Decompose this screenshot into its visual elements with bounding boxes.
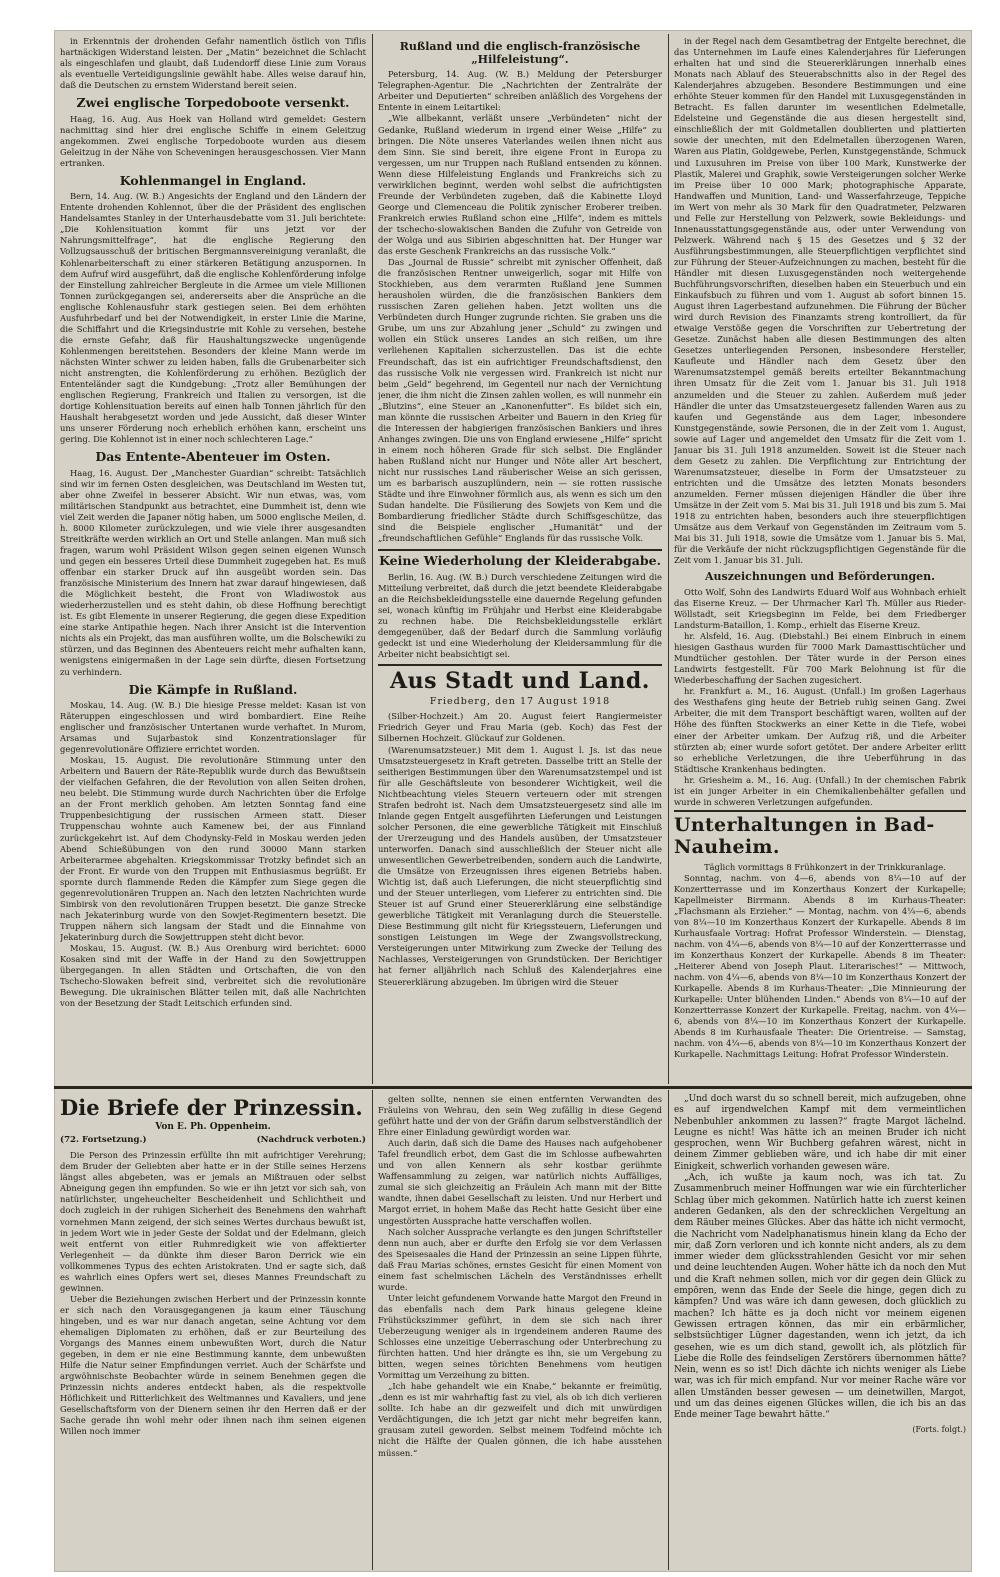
headline: Zwei englische Torpedoboote versenkt. xyxy=(76,95,350,111)
headline: Auszeichnungen und Beförderungen. xyxy=(704,570,936,584)
headline: Keine Wiederholung der Kleiderabgabe. xyxy=(378,549,662,568)
article-text: in der Regel nach dem Gesamtbetrag der Entgelte berechnet, die das Unternehmen im Laufe eines Kalenderjahres für Lieferungen erhalten hat und sind die Steuererklärungen innerhalb eines Monats nach Ablauf des Steuerabschnitts also in der Regel des Kalenderjahres abzugeben. Besondere Bestimmungen und eine erhöhte Steuer kommen für den Handel mit Luxusgegenständen in Betracht. Es fallen darunter im wesentlichen Edelmetalle, Edelsteine und Gegenstände die aus diesen hergestellt sind, einschließlich der mit Goldmetallen doublierten und plattierten sowie der unechten, mit den Edelmetallen überzogenen Waren, Waren aus Platin, Goldgewebe, Perlen, Kunstgegenstände, Schmuck und Luxusuhren im Preise von über 100 Mark, Kunstwerke der Plastik, Malerei und Graphik, sowie Versteigerungen solcher Werke im Preise über 10 000 Mark; photographische Apparate, Handwaffen und Munition, Land- und Wasserfahrzeuge, Teppiche im Wert von mehr als 30 Mark für den Quadratmeter, Pelzwaren und Felle zur Herstellung von Pelzwerk, sowie Bekleidungs- und Innenausstattungsgegenstände aus, oder unter Verwendung von Pelzwerk. Während nach § 15 des Gesetzes und § 32 der Ausführungsbestimmungen, alle Steuerpflichtigen verpflichtet sind zur Führung der Steuer-Aufzeichnungen zu machen, besteht für die Händler mit diesen Luxusgegenständen noch weitergehende Buchführungsvorschriften, dieselben haben ein Steuerbuch und ein Einkaufsbuch zu führen und vom 1. August ab sofort binnen 15. August ihren Lagerbestand aufzunehmen. Die Führung der Bücher wird durch Revision des Finanzamts streng kontrolliert, da für etwaige Verstöße gegen die Vorschriften zur Uebertretung der Gesetze. Zunächst haben alle diesen Bestimmungen des alten Gesetzes unterliegenden Personen, insbesondere Hersteller, Kaufleute und Händler nach dem Gesetz über den Warenumsatzstempel gemäß bereits erteilter Bekanntmachung ihren Umsatz für die Zeit vom 1. Januar bis 31. Juli 1918 anzumelden und die Steuer zu zahlen. Außerdem muß jeder Händler die unter das Umsatzsteuergesetz fallenden Waren aus zu kaufen und Gegenstände aus dem Lager, inbesondere Kunstgegenstände, sowie Personen, die in der Zeit vom 1. August, sowie auf Lager und angemeldet den Umsatz für die Zeit vom 1. Januar bis 31. Juli 1918 anzumelden. Soweit ist die Steuer nach dem Gesetz zu zahlen. Die Verpflichtung zur Entrichtung der Warenumsatzsteuer, dieselbe in Form der Umsatzsteuer zu entrichten und die Umsätze des letzten Monats besonders anzumelden. Ferner müssen diejenigen Händler die über ihre Umsätze in der Zeit vom 5. Mai bis 31. Juli 1918 und bis zum 5. Mai 1918 zu entrichten haben, besonders auch ihre steuerpflichtigen Umsätze aus dem Verkauf von Gegenständen im Zeitraum vom 5. Mai bis 31. Juli 1918, sowie die Umsätze vom 1. Januar bis 5. Mai, für die Verkäufe der nicht rückzugspflichtigen Gegenstände für die Zeit vom 1. Januar bis 31. Juli. xyxy=(674,36,966,566)
headline: Die Kämpfe in Rußland. xyxy=(128,681,298,697)
story-text: „Ach, ich wußte ja kaum noch, was ich tat. Zu Zusammenbruch meiner Hoffnungen war wie ein fürchterlicher Schlag über mich gekommen. Natürlich hatte ich zuerst keinen anderen Gedanken, als den der schrecklichen Vergeltung an dem Räuber meines Glückes. Aber das hätte ich nicht vermocht, die Nachricht vom Nadelphanatismus hinein klang da Echo der mir, daß Zorn verloren und ich konnte nicht anders, als zu dem immer wieder dem glücksstrahlenden Gesicht vor mir sehen und deine leuchtenden Augen. Woher hätte ich da noch den Mut und die Kraft nehmen sollen, mich vor dir gegen dein Glück zu empören, wenn das Ende der Seele die hinge, gegen dich zu kämpfen? Und was wäre ich dann gewesen, doch glücklich zu machen? Ich hätte es ja doch nicht vor meinem eigenen Gewissen ertragen können, das mir ein erbärmlicher, selbstsüchtiger Lügner dagestanden, wenn ich jetzt, da ich gesehen, wie es um dich stand, gewollt ich, als plötzlich für Liebe die Rolle des feindseligen Zerstörers übernommen hätte? Nein, wenn es so ist! Dich dächte ich nichts weniger als Liebe war, was ich für mich empfand. Nur vor meiner Rache wäre vor allen Umständen besser gewesen — um deinetwillen, Margot, und um das deines eigenen Glückes willen, die ich bis an das Ende meiner Tage bewahrt hätte.“ xyxy=(674,1173,966,1421)
article-text: hr. Griesheim a. M., 16. Aug. (Unfall.) In der chemischen Fabrik ist ein junger Arbeiter in ein Chemikalienbehälter gefallen und wurde in schweren Verletzungen aufgefunden. xyxy=(674,774,966,807)
feuilleton-column-3 xyxy=(674,1094,966,1568)
story-text: „Ich habe gehandelt wie ein Knabe,“ bekannte er freimütig, „denn es ist mir wahrhaftig fast zu viel, als ob ich dich verlieren sollte. Ich habe an dir gezweifelt und dich mit unwürdigen Verdächtigungen, die ich jetzt gar nicht mehr begreifen kann, grausam zuteil geworden. Selbst meinem Todfeind möchte ich nicht die Hälfte der Qualen gönnen, die ich habe ausstehen müssen.“ xyxy=(378,1381,662,1458)
story-text: Ueber die Beziehungen zwischen Herbert und der Prinzessin konnte er sich nach den Vorausgegangenen ja kaum einer Täuschung hingeben, und es war nur danach angetan, seine Achtung vor dem ehemaligen Diplomaten zu erhöhen, daß er zur Beurteilung des Vorgangs des Mannes einem unbewußten Wort, durch die Natur gegeben, in dem er nie eine Bestimmung kannte, dem unbewußten Hilfe die Natur seiner Empfindungen verriet. Auch der Schärfste und argwöhnischste Beobachter würde in seinem Benehmen gegen die Prinzessin nichts anderes entdeckt haben, als die respektvolle Höflichkeit und Ritterlichkeit des Weltmannes und Kavaliers, und jene Gesellschaftsform von der Dienern seinen ihr den Herren daß er der Sache gerade ihn wohl mehr oder ihnen nach ihm seinen eigenen Willen noch immer xyxy=(60,1293,366,1437)
headline: Das Entente-Abenteuer im Osten. xyxy=(95,449,331,465)
column-divider xyxy=(668,1090,669,1570)
article-text: (Warenumsatzsteuer.) Mit dem 1. August l. Js. ist das neue Umsatzsteuergesetz in Kraft getreten. Dasselbe tritt an Stelle der seitherigen Bestimmungen über den Warenumsatzstempel und ist für alle Geschäftsleute von besonderer Wichtigkeit, weil die Nichtbeachtung vieles Steuern verteuern oder mit strengen Strafen bedroht ist. Nach dem Umsatzsteuergesetz sind alle im Inlande gegen Entgelt ausgeführten Lieferungen und Leistungen solcher Personen, die eine gewerbliche Tätigkeit mit Einschluß der Urerzeugung und des Handels ausüben, der Umsatzsteuer unterworfen. Danach sind ausschließlich der Steuer nicht alle unwesentlichen Gewerbetreibenden, sondern auch die Landwirte, die Umsätze von Erzeugnissen ihres eigenen Betriebs haben. Wichtig ist, daß auch Lieferungen, die nicht steuerpflichtig sind und der Steuer unterliegen, vom Lieferer zu entrichten sind. Die Steuer ist auf Grund einer Steuererklärung eine selbständige gewerbliche Tätigkeit mit Veranlagung durch die Steuerstelle. Diese Bestimmung gilt nicht für Kriegssteuern, Lieferungen und sonstigen Leistungen im Wege der Zwangsvollstreckung, Versteigerungen unter Mitwirkung zum Zwecke der Teilung des Nachlasses, Versteigerungen von Grundstücken. Der Berichtiger hat ferner alljährlich nach Schluß des Kalenderjahres eine Steuererklärung abzugeben. Im übrigen wird die Steuer xyxy=(378,744,662,987)
article-text: Das „Journal de Russie“ schreibt mit zynischer Offenheit, daß die französischen Rentner unweigerlich, sogar mit Hilfe von Stockhieben, aus dem verarmten Rußland jene Summen herausholen würden, die die französischen Bankiers dem russischen Zaren geliehen haben. Jetzt wollten uns die Verbündeten durch Hunger zugrunde richten. Sie graben uns die Grube, um uns zur Abzahlung jener „Schuld“ zu zwingen und wollen ein Stück unseres Landes an sich reißen, um ihre verliehenen Kapitalien sicherzustellen. Das ist die echte Freundschaft, das ist ein aufrichtiger Freundschaftsdienst, den das russische Volk nie vergessen wird. Frankreich ist nicht nur beim „Geld“ begehrend, im Gegenteil nur nach der Vernichtung jener, die ihm nicht die Zinsen zahlen wollen, es will nunmehr ein „Blutzins“, eine Steuer an „Kanonenfutter“. Es bildet sich ein, man könnte die russischen Arbeiter und Bauern in den Krieg für die Interessen der habgierigen französischen Bankiers und ihres Anhanges zwingen. Die uns von England erwiesene „Hilfe“ spricht in einem noch höheren Grade für sich selbst. Die Engländer haben Rußland nicht nur Hunger und Nöte aller Art beschert, nicht nur russisches Land räuberischer Weise an sich gerissen, um es barbarisch auszuplündern, nein — sie rotten russische Städte und ihre Einwohner förmlich aus, als wenn es sich um den Sudan handelte. Die Füsilierung des Sowjets von Kem und die Bombardierung friedlicher Städte durch Schiffsgeschütze, das sind die Beispiele englischer „Humanität“ und der „freundschaftlichen Gefühle“ Englands für das russische Volk. xyxy=(378,257,662,544)
article-text: (Silber-Hochzeit.) Am 20. August feiert Rangiermeister Friedrich Geyer und Frau Maria (geb. Koch) das Fest der Silbernen Hochzeit. Glückauf zur Goldenen. xyxy=(378,711,662,744)
feuilleton-author: Von E. Ph. Oppenheim. xyxy=(155,1122,271,1133)
article-text: „Wie allbekannt, verläßt unsere „Verbündeten“ nicht der Gedanke, Rußland wiederum in irgend einer Weise „Hilfe“ zu bringen. Die Nöte unseres Vaterlandes weilen ihnen nicht aus dem Sinn. Sie sind bereit, ihre eigene Front in Europa zu vergessen, um nur Truppen nach Rußland entsenden zu können. Wenn diese Hilfeleistung Englands und Frankreichs sich zu verwirklichen beginnt, werden wohl selbst die aufrichtigsten Freunde der Verbündeten zugeben, daß die Kabinette Lloyd George und Clemenceau die Politik zynischer Eroberer treiben. Frankreich erwies Rußland schon eine „Hilfe“, indem es mittels der tschecho-slowakischen Banden die Zufuhr von Getreide von der Wolga und aus Sibirien abgeschnitten hat. Der Hunger war das erste Geschenk Frankreichs an das russische Volk.“ xyxy=(378,113,662,257)
article-text: hr. Alsfeld, 16. Aug. (Diebstahl.) Bei einem Einbruch in einem hiesigen Gasthaus wurden für 7000 Mark Damasttischtücher und Mundtücher gestohlen. Der Täter wurde in der Person eines Landwirts festgestellt. Für 700 Mark Belohnung ist für die Wiederbeschaffung der Sachen zugesichert. xyxy=(674,631,966,686)
dateline: Friedberg, den 17 August 1918 xyxy=(429,696,611,708)
column-2 xyxy=(378,36,662,1082)
feuilleton-column-2 xyxy=(378,1094,662,1568)
story-text: Unter leicht gefundenem Vorwande hatte Margot den Freund in das ebenfalls nach dem Park hinaus gelegene kleine Frühstückszimmer geführt, in dem sie sich nach ihrer Ueberzeugung weniger als in irgendeinem anderen Raume des Schlosses eine unzeitige Ueberraschung oder Unterbrechung zu fürchten hatten. Und hier drängte es ihn, sie um Vergebung zu bitten, wegen seines törichten Benehmens vom heutigen Vormittag um Verzeihung zu bitten. xyxy=(378,1292,662,1381)
article-text: hr. Frankfurt a. M., 16. August. (Unfall.) Im großen Lagerhaus des Westhafens ging heute der Betrieb ruhig seinen Gang. Zwei Arbeiter, die mit dem Transport beschäftigt waren, wollten auf der Höhe des fünften Stockwerks an einer Kette in die Tiefe, wobei einer der Arbeiter umkam. Der Aufzug riß, und die Arbeiter stürzten ab; einer wurde sofort getötet. Der andere Arbeiter erlitt so erhebliche Verletzungen, die ihre Ueberführung in das Städtische Krankenhaus bedingten. xyxy=(674,686,966,774)
story-text: gelten sollte, nennen sie einen entfernten Verwandten des Fräuleins von Wehrau, den sein Weg zufällig in diese Gegend geführt hatte und der von der Gräfin darum selbstverständlich der Ehre einer Einladung gewürdigt worden war. xyxy=(378,1094,662,1138)
article-text: Moskau, 15. August. (W. B.) Aus Orenburg wird berichtet: 6000 Kosaken sind mit der Waffe in der Hand zu den Sowjettruppen übergegangen. In allen Städten und Ortschaften, die von den Tschecho-Slowaken befreit sind, verbreitet sich die revolutionäre Bewegung. Die ukrainischen Blätter teilen mit, daß alle Nachrichten von der Besetzung der Stadt Leitschich erfunden sind. xyxy=(60,942,366,1009)
column-1 xyxy=(60,36,366,1082)
headline: Rußland und die englisch-französische „Hilfeleistung“. xyxy=(399,40,641,66)
reprint-notice: (Nachdruck verboten.) xyxy=(256,1135,366,1146)
story-text: Auch darin, daß sich die Dame des Hauses nach aufgehobener Tafel freundlich erbot, dem Gast die im Schlosse aufbewahrten und von allen Kennern als sehr kostbar gerühmte Waffensammlung zu zeigen, war natürlich nichts Auffälliges, zumal sie sich gleichzeitig an Fräulein Ach mann mit der Bitte wandte, ihnen dabei Gesellschaft zu leisten. Und nur Herbert und Margot erriet, in hohem Maße das Recht hatte Gesicht über eine ungestörten Aussprache hatte verschaffen wollen. xyxy=(378,1138,662,1226)
continuation-note: (Forts. folgt.) xyxy=(912,1424,966,1434)
article-text: Bern, 14. Aug. (W. B.) Angesichts der England und den Ländern der Entente drohenden Kohlennot, über die der Präsident des englischen Handelsamtes Stanley in der Unterhausdebatte vom 31. Juli berichtete: „Die Kohlensituation kommt für uns jetzt vor der Nahrungsmittelfrage“, hat die englische Regierung den Vollzugsausschuß der britischen Bergmannsvereinigung veranlaßt, die Kohlenarbeiterschaft zu einer stärkeren Betätigung anzuspornen. In dem Aufruf wird ausgeführt, daß die englische Kohlenförderung infolge der Einstellung zahlreicher Bergleute in die Armee um viele Millionen Tonnen zurückgegangen sei, andererseits aber die Ansprüche an die englische Kohlenausfuhr stark gestiegen seien. Bei dem erhöhten Ausfuhrbedarf und bei der Notwendigkeit, in erster Linie die Marine, die Schiffahrt und die Kriegsindustrie mit Kohle zu versehen, bestehe die ernste Gefahr, daß für Haushaltungszwecke ungenügende Kohlenmengen bereitstehen. Besonders der kleine Mann werde im nächsten Winter schwer zu leiden haben, falls die Grubenarbeiter sich nicht anstrengten, die Kohlenförderung zu erhöhen. Bezüglich der Ententeländer sagt die Kundgebung: „Trotz aller Bemühungen der englischen Regierung, Frankreich und Italien zu versorgen, ist die dortige Kohlensituation bereits auf einen halb Tonnen jährlich für den Haushalt herabgesetzt worden und jede Aussicht, daß dieser Winter uns unserer Förderung noch erheblich erhöhen kann, erscheint uns gering. Die Kohlennot ist in einer noch schlechteren Lage.“ xyxy=(60,191,366,445)
feuilleton-column-1 xyxy=(60,1094,366,1568)
section-title: Unterhaltungen in Bad-Nauheim. xyxy=(674,810,966,859)
section-title: Aus Stadt und Land. xyxy=(378,664,662,694)
article-text: Berlin, 16. Aug. (W. B.) Durch verschiedene Zeitungen wird die Mitteilung verbreitet, daß durch die jetzt beendete Kleiderabgabe an die Reichsbekleidungsstelle eine dauernde Regelung gefunden sei, wonach künftig im Frühjahr und Herbst eine Kleiderabgabe zu rechnen habe. Die Reichsbekleidungsstelle erklärt demgegenüber, daß der Bedarf durch die Sammlung vorläufig gedeckt ist und eine Wiederholung der Kleidersammlung für die Arbeiter nicht beabsichtigt sei. xyxy=(378,571,662,659)
story-text: Nach solcher Aussprache verlangte es den jungen Schriftsteller denn nun auch, aber er durfte den Erfolg sie vor dem Verlassen des Speisesaales die Hand der Prinzessin an seine Lippen führte, daß Frau Marias schönes, ernstes Gesicht für einen Moment von einem fast schelmischen Lächeln des Verständnisses erhellt wurde. xyxy=(378,1226,662,1292)
story-text: „Und doch warst du so schnell bereit, mich aufzugeben, ohne es auf irgendwelchen Kampf mit dem vermeintlichen Nebenbuhler ankommen zu lassen?“ fragte Margot lächelnd. Leugne es nicht! Was hätte ich an meinen Bruder ich nicht gesprochen, wenn Wir Buchberg gefahren wärest, nicht in deinem Zimmer geblieben wäre, und ich habe dir mit einer Einigkeit, schwerlich vorhanden gewesen wäre. xyxy=(674,1094,966,1172)
column-divider xyxy=(372,1090,373,1570)
headline: Kohlenmangel in England. xyxy=(119,172,307,188)
feuilleton-separator xyxy=(54,1086,972,1089)
article-text: Otto Wolf, Sohn des Landwirts Eduard Wolf aus Wohnbach erhielt das Eiserne Kreuz. — Der Uhrmacher Karl Th. Müller aus Rieder-Wöllstadt, seit Kriegsbeginn im Felde, bei dem Friedberger Landsturm-Bataillon, 1. Komp., erhielt das Eiserne Kreuz. xyxy=(674,586,966,631)
article-text: Moskau, 15. August. Die revolutionäre Stimmung unter den Arbeitern und Bauern der Räte-Republik wurde durch das Bewußtsein der vielfachen Gefahren, die der Revolution von allen Seiten drohen, neu belebt. Die Stimmung wurde durch Nachrichten über die Erfolge an der Front merklich gehoben. Am letzten Sonntag fand eine Truppenbesichtigung der russischen Armeen statt. Dieser Truppenschau wohnte auch Kamenew bei, der aus Finnland zurückgekehrt ist. Auf dem Chodynsky-Feld in Moskau werden jeden Abend Schießübungen von den rund 30000 Mann starken Arbeiterarmee abgehalten. Kriegskommissar Trotzky befindet sich an der Front. Er wurde von den Truppen mit Enthusiasmus begrüßt. Er spornte durch flammende Reden die Kämpfer zum Siege gegen die gegenrevolutionären Truppen an. Nach den letzten Nachrichten wurde Simbirsk von den revolutionären Truppen besetzt. Die ganze Strecke nach Jekaterinburg wurde von den Sowjet-Regimentern besetzt. Die Truppen nähern sich langsam der Stadt und die Einnahme von Jekaterinburg durch die Sowjettruppen steht dicht bevor. xyxy=(60,755,366,942)
article-text: Täglich vormittags 8 Frühkonzert in der Trinkkuranlage. xyxy=(704,861,946,872)
column-divider xyxy=(668,34,669,1084)
column-3 xyxy=(674,36,966,1082)
article-text: Sonntag, nachm. von 4—6, abends von 8¼—10 auf der Konzertterrasse und im Konzerthaus Konzert der Kurkapelle; Kapellmeister Birrmann. Abends 8 im Kurhaus-Theater: „Flachsmann als Erzieher.“ — Montag, nachm. von 4¼—6, abends von 8¼—10 im Konzerthaus Konzert der Kurkapelle. Abends 8 im Kurhausfaale Vortrag: Hofrat Professor Winderstein. — Dienstag, nachm. von 4¼—6, abends von 8¼—10 auf der Konzertterrasse und im Konzerthaus Konzert der Kurkapelle. Abends 8 im Theater: „Heiterer Abend von Joseph Plaut. Literarisches!“ — Mittwoch, nachm. von 4¼—6, abends von 8¼—10 im Konzerthaus Konzert der Kurkapelle. Abends 8 im Kurhaus-Theater: „Die Minnieurung der Kurkapelle: Unter blühenden Linden.“ Abends von 8¼—10 auf der Konzertterrasse Konzert der Kurkapelle. Freitag, nachm. von 4¼—6, abends von 8¼—10 im Konzerthaus Konzert der Kurkapelle. Abends 8 im Kurhausfaale Theater: Die Orientreise. — Samstag, nachm. von 4¼—6, abends von 8¼—10 im Konzerthaus Konzert der Kurkapelle. Nachmittags Leitung: Hofrat Professor Winderstein. xyxy=(674,872,966,1060)
article-text: Haag, 16. August. Der „Manchester Guardian“ schreibt: Tatsächlich sind wir im fernen Osten desgleichen, was Deutschland im Westen tut, aber ohne Zweifel in besserer Absicht. Wir nun etwas, was, vom militärischen Standpunkt aus betrachtet, eine Dummheit ist, denn wie viel Zeit werden die Japaner nötig haben, um 5000 englische Meilen, d. h. 8000 Kilometer zurückzulegen, und wie viele ihrer ausgesandten Streitkräfte werden wirklich an Ort und Stelle anlangen. Man muß sich fragen, warum wohl Präsident Wilson gegen seinen eigenen Wunsch und gegen ein besseres Urteil diese Dummheit zugegeben hat. Es muß offenbar ein starker Druck auf ihn ausgeübt worden sein. Das französische Ministerium des Innern hat zwar darauf hingewiesen, daß die Möglichkeit besteht, die Front von Wladiwostok aus wiederherzustellen und es steht dahin, ob diese Hoffnung berechtigt ist. Es gibt Elemente in unserer Regierung, die gegen diese Expedition eine starke Antipathie hegen. Nach ihrer Ansicht ist die Intervention nichts als ein Projekt, das man ausführen wollte, um die Bolschewiki zu stürzen, und das Beginnen des Abenteuers reicht mehr aufhalten kann, wenigstens einigermaßen in der Lage sein dürfte, diesen Fortsetzung zu verhindern. xyxy=(60,467,366,677)
article-text: Moskau, 14. Aug. (W. B.) Die hiesige Presse meldet: Kasan ist von Räteruppen eingeschlossen und wird bombardiert. Eine Reihe englischer und französischer Untertanen wurde verhaftet. In Murom, Arsamas und Sujarbastok sind Konzentrationslager für gegenrevolutionäre Offiziere errichtet worden. xyxy=(60,699,366,755)
story-text: Die Person des Prinzessin erfüllte ihn mit aufrichtiger Verehrung; dem Bruder der Geliebten aber hatte er in der Stille seines Herzens längst alles abgebeten, was er jemals an Mißtrauen oder selbst Abneigung gegen ihn empfunden. So wie er ihn jetzt vor sich sah, von natürlichster, ungeheuchelter Bescheidenheit und Schlichtheit und doch zugleich in der ruhigen Sicherheit des Benehmens den wahrhaft vornehmen Mann zeigend, der sich seines Wertes durchaus bewußt ist, in jedem Wort wie in jeder Geste der Soldat und der Edelmann, gleich weit entfernt von eitler Ruhmredigkeit wie von affektierter Verlegenheit — da dünkte ihm dieser Baron Derrick wie ein vollkommenes Typus des echten Aristokraten. Und er sagte sich, daß es wahrlich eines Opfers wert sei, dieses Mannes Freundschaft zu gewinnen. xyxy=(60,1150,366,1293)
newspaper-page xyxy=(54,30,972,1572)
article-text: Haag, 16. Aug. Aus Hoek van Holland wird gemeldet: Gestern nachmittag sind hier drei englische Schiffe in einem Geleitzug angekommen. Zwei englische Torpedoboote wurden aus diesem Geleitzug in der Nähe von Scheveningen herausgeschossen. Vier Mann ertranken. xyxy=(60,113,366,168)
column-divider xyxy=(372,34,373,1084)
article-text: in Erkenntnis der drohenden Gefahr namentlich östlich von Tiflis hartnäckigen Widerstand leisten. Der „Matin“ bezeichnet die Schlacht als eingeschlafen und glaubt, daß Ludendorff diese Linie zum Voraus als eventuelle Verteidigungslinie gewählt habe. Alles weise darauf hin, daß die Deutschen zu ernstem Widerstand bereit seien. xyxy=(60,36,366,91)
article-text: Petersburg, 14. Aug. (W. B.) Meldung der Petersburger Telegraphen-Agentur. Die „Nachrichten der Zentralräte der Arbeiter und Deputierten“ schreiben anläßlich des Vorgehens der Entente in einem Leitartikel: xyxy=(378,69,662,113)
instalment-label: (72. Fortsetzung.) xyxy=(60,1135,147,1146)
feuilleton-title: Die Briefe der Prinzessin. xyxy=(60,1095,363,1120)
